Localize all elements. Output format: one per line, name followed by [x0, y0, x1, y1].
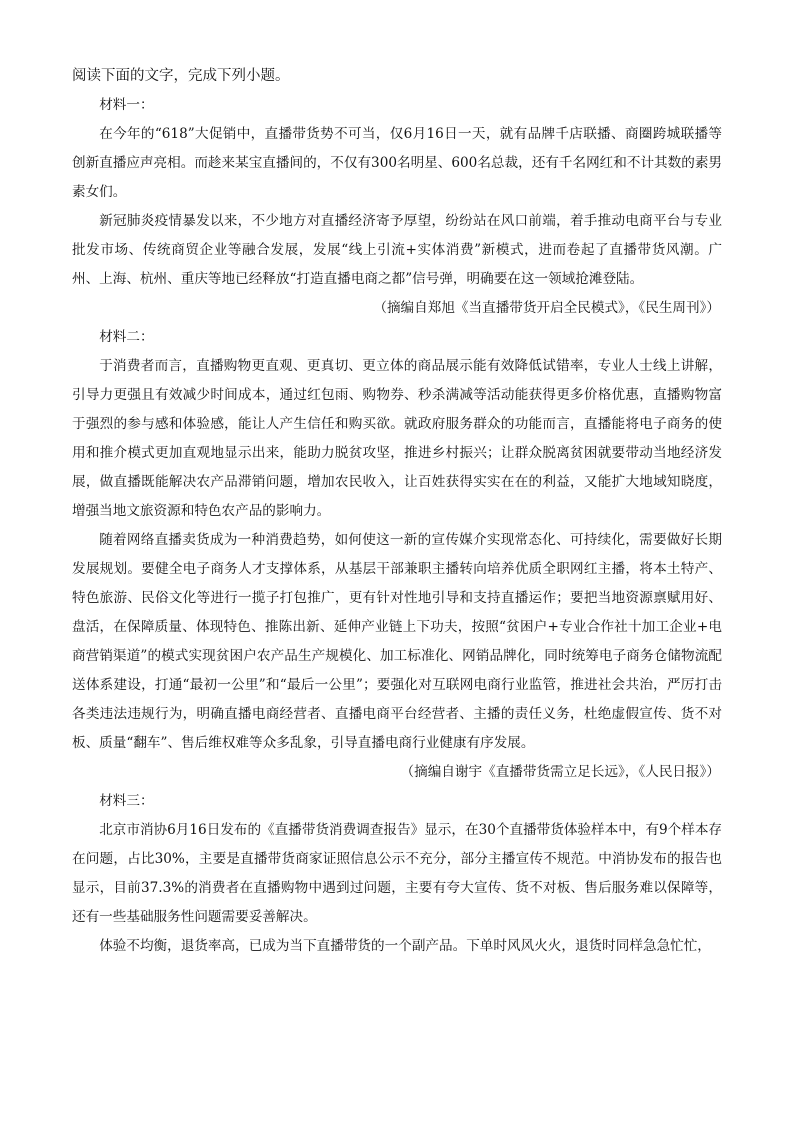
material-1-paragraph: 在今年的“618”大促销中，直播带货势不可当，仅6月16日一天，就有品牌千店联播、商圈跨城联播等创新直播应声亮相。而趁来某宝直播间的，不仅有300名明星、600名总裁，还有千名网红和不计其数的素男素女们。: [72, 126, 723, 200]
material-3-heading: 材料三：: [99, 793, 154, 809]
material-3-paragraph: 体验不均衡，退货率高，已成为当下直播带货的一个副产品。下单时风风火火，退货时同样急急忙忙，: [99, 938, 711, 954]
reading-passage: [72, 62, 722, 961]
material-2-heading: 材料二：: [99, 329, 154, 345]
material-1-source: （摘编自郑旭《当直播带货开启全民模式》，《民生周刊》）: [373, 300, 720, 316]
material-2-paragraph: 于消费者而言，直播购物更直观、更真切、更立体的商品展示能有效降低试错率，专业人士线上讲解，引导力更强且有效减少时间成本，通过红包雨、购物券、秒杀满减等活动能获得更多价格优惠，直播购物富于强烈的参与感和体验感，能让人产生信任和购买欲。就政府服务群众的功能而言，直播能将电子商务的使用和推介模式更加直观地显示出来，能助力脱贫攻坚，推进乡村振兴；让群众脱离贫困就要带动当地经济发展，做直播既能解决农产品滞销问题，增加农民收入，让百姓获得实实在在的利益，又能扩大地域知晓度，增强当地文旅资源和特色农产品的影响力。: [72, 358, 722, 519]
material-1-heading: 材料一：: [99, 97, 154, 113]
material-3-paragraph: 北京市消协6月16日发布的《直播带货消费调查报告》显示，在30个直播带货体验样本中，有9个样本存在问题，占比30%，主要是直播带货商家证照信息公示不充分，部分主播宣传不规范。中消协发布的报告也显示，目前37.3%的消费者在直播购物中遇到过问题，主要有夸大宣传、货不对板、售后服务难以保障等，还有一些基础服务性问题需要妥善解决。: [72, 822, 723, 925]
material-2-paragraph: 随着网络直播卖货成为一种消费趋势，如何使这一新的宣传媒介实现常态化、可持续化，需要做好长期发展规划。要健全电子商务人才支撑体系，从基层干部兼职主播转向培养优质全职网红主播，将本土特产、特色旅游、民俗文化等进行一揽子打包推广，更有针对性地引导和支持直播运作；要把当地资源禀赋用好、盘活，在保障质量、体现特色、推陈出新、延伸产业链上下功夫，按照“贫困户+专业合作社十加工企业+电商营销渠道”的模式实现贫困户农产品生产规模化、加工标准化、网销品牌化，同时统筹电子商务仓储物流配送体系建设，打通“最初一公里”和“最后一公里”；要强化对互联网电商行业监管，推进社会共治，严厉打击各类违法违规行为，明确直播电商经营者、直播电商平台经营者、主播的责任义务，杜绝虚假宣传、货不对板、质量“翻车”、售后维权难等众多乱象，引导直播电商行业健康有序发展。: [72, 532, 722, 751]
material-1-paragraph: 新冠肺炎疫情暴发以来，不少地方对直播经济寄予厚望，纷纷站在风口前端，着手推动电商平台与专业批发市场、传统商贸企业等融合发展，发展“线上引流+实体消费”新模式，进而卷起了直播带货风潮。广州、上海、杭州、重庆等地已经释放“打造直播电商之都”信号弹，明确要在这一领域抢滩登陆。: [72, 213, 722, 287]
instructions: 阅读下面的文字，完成下列小题。: [72, 68, 290, 84]
material-2-source: （摘编自谢宇《直播带货需立足长远》，《人民日报》）: [400, 764, 720, 780]
